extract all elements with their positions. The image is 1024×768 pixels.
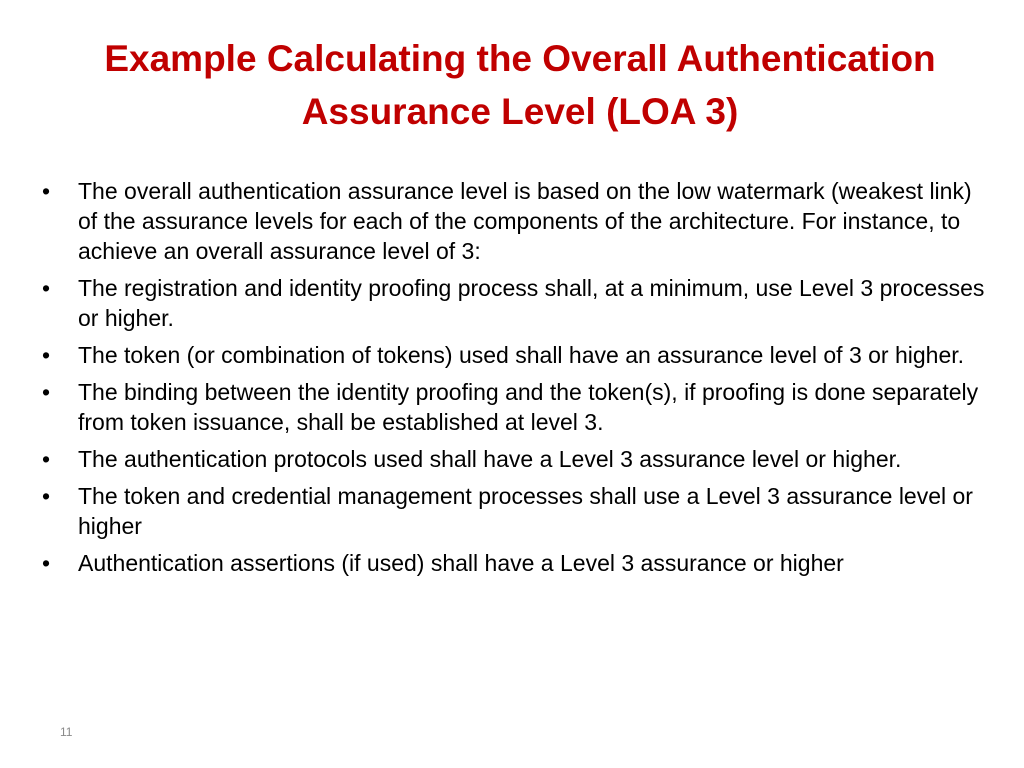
bullet-text: The overall authentication assurance level is based on the low watermark (weakest link) of the assurance levels for each of the components of the architecture. For instance, to achieve an overall assurance level of 3: — [78, 178, 972, 264]
bullet-icon: • — [42, 275, 51, 301]
bullet-icon: • — [42, 446, 51, 472]
bullet-item — [40, 481, 990, 541]
bullet-text: The token (or combination of tokens) used shall have an assurance level of 3 or higher. — [78, 342, 965, 368]
bullet-item — [40, 176, 990, 266]
bullet-text: The token and credential management processes shall use a Level 3 assurance level or higher — [78, 483, 973, 539]
bullet-icon: • — [42, 550, 51, 576]
slide-title-line-2: Assurance Level (LOA 3) — [301, 91, 739, 132]
bullet-text: The registration and identity proofing process shall, at a minimum, use Level 3 processes or higher. — [78, 275, 985, 331]
bullet-icon: • — [42, 483, 51, 509]
bullet-icon: • — [42, 178, 51, 204]
bullet-item — [40, 377, 990, 437]
bullet-text: The authentication protocols used shall have a Level 3 assurance level or higher. — [78, 446, 902, 472]
bullet-list — [40, 176, 990, 585]
slide-title — [60, 32, 980, 138]
bullet-item — [40, 340, 990, 370]
bullet-item — [40, 273, 990, 333]
bullet-item — [40, 444, 990, 474]
slide-title-line-1: Example Calculating the Overall Authentication — [104, 38, 936, 79]
bullet-text: Authentication assertions (if used) shall have a Level 3 assurance or higher — [78, 550, 844, 576]
bullet-item — [40, 548, 990, 578]
bullet-icon: • — [42, 342, 51, 368]
page-number: 11 — [60, 725, 73, 739]
bullet-text: The binding between the identity proofing and the token(s), if proofing is done separately from token issuance, shall be established at level 3. — [78, 379, 979, 435]
bullet-icon: • — [42, 379, 51, 405]
